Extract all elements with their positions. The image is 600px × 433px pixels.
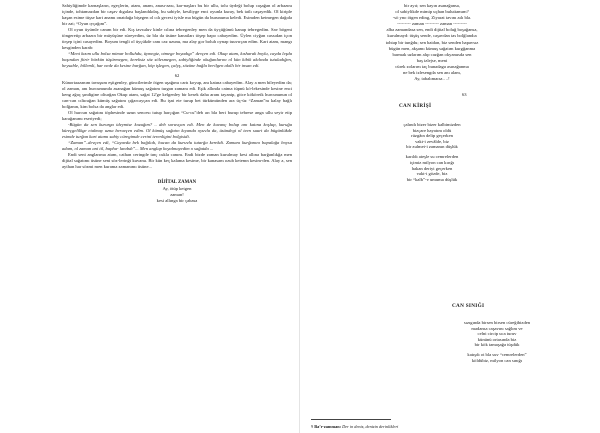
verse-line: celni circip uca turuv: [477, 331, 517, 337]
verse-line: bir zulmet-i zamanın düşlük: [406, 144, 458, 150]
poem-line: barmak uzlarım alıp cazğan okyanusda sen: [392, 51, 472, 57]
footnote-rule: [311, 419, 391, 420]
verse-line: köldübiz, milyon can sınığı: [471, 357, 523, 363]
poem-line: ne bek izlesengda sen anı alam,: [403, 70, 461, 76]
poem-line: -sö yno ötgen eding, Ziyarat tavını aılı bla.: [392, 15, 472, 21]
poem-line: cürek zolarım taç bunadaga asınağanma: [395, 63, 469, 69]
poem-can-sinigi: [422, 320, 572, 364]
left-text-top: [62, 3, 292, 204]
page-number-right: 63: [462, 92, 467, 97]
verse-line: bizçare hayatım oldü: [412, 127, 452, 133]
verse-line: bir kök tamaşağa tüşdük: [474, 342, 520, 348]
poem-title-can-sinigi: CAN SINIĞI: [452, 303, 485, 309]
verse-line: sızıgında birsen birsen cüreğibizden: [463, 320, 531, 325]
paragraph: “Meni kızım ullu bolsa mimar bolluhdu, üymegiz, otmege boyadıgı” devçen edi. Okup atam, kısharak boylu, cayda leşda başından fitrir bürkün tüşürmegen, kereksiz söz sölesmegen, sabiyliğinde okuğanlarını ol kün kibik akılında tutuladığen, heysable, billemli, har nede da kesine barğan, köp işlegen, çalyş, sözüne bağla berilgen akıllı bir insan edi.: [62, 51, 292, 69]
verse-line: çalındı bizer bizer kalbimizden: [403, 122, 461, 127]
page-gutter: [299, 0, 300, 433]
verse-line: bir “kalb”-v umuma düşlük: [406, 176, 458, 182]
verse-line: kününü ortasında biz: [477, 336, 517, 342]
paragraph: “Zaman”..devçen edi, “Cayavda bek bağılıdı, hucan da kuruvlu tutarğa kerekdi. Zamanı kurğanını bapalağa boysa adam, ol zaman ani til, bapha- lanıbdı”... Men anglap koyalmayedim o sağatda ...: [62, 140, 292, 152]
stanza-line: Ay, ötüp ketgen: [162, 186, 192, 192]
footnote: [311, 424, 398, 429]
paragraph: -Bügün da sen kururga ideymise kozuğım? .. deb soruvçan edi. Men de kuvanç bolup anı katına koşlup, kuruğa küreçgelilkge etalmay uzna beruvçen edim. Ol kümüş sağatın kıyanda oyuvla da, üsündegi ol teen suurt da bügünlükde esimde turğan kart atamı sabiy cüregimde cerini terenligini bolgisidi.: [62, 121, 292, 139]
section-heading: DİJİTAL ZAMAN: [157, 180, 197, 186]
verse-line: içimiz milyon can kırığı: [409, 159, 455, 165]
paragraph: Künortaazanım tavuşum eşitgenley, güncilerimle ötgen uşağımı cartı koyup, anı katına cabayedim. Alay a men bileyedim da; ol zaman, anı hurcumunda asanağan kümuş sağatım turgan zamanı edi. Eşik allında catma tüpnü kö-lekesinde kesine enci keng ağaç şındigine olturğan Okup atam, sağat 12'ge kelgenley bir kesek daha aranı tayanip, gitce kököreik hurcununun ol can-can cıltırağan kümüş sağatım çığarcayçan edi. Bu işni ete turup bet türkümünden ara üç-üz “Zaman”nı kalay bağlı bolğanın, kim bolsa da anglar edi.: [62, 79, 292, 109]
poem-line: bir ayıt; sen kayın asanağansa,: [404, 3, 460, 8]
poem-line: kurulmayd: tüşüş sende, caşavdan tas bolğlandıa: [387, 33, 477, 39]
page-number-left: 62: [174, 72, 180, 78]
poem-line: baş izlejse, meni: [416, 57, 448, 63]
paragraph: Endi seni anglarıma atam, cathan ceringde tınç cukla canım. Endi bizde zaman kurulmay kesi allına barğanlıkğa men dijital sağatımı üsüne seni söz-lerinği kuvanu. Bir kün keç kalama kesime, bir kanasam ozub ketemn kesim-den. Alay a, sen aythan har sözmi men kurama zamanımı üsüne...: [62, 152, 292, 170]
poem-line: bügün men, akşamı kümuş sağatım kurgğanma: [388, 45, 476, 51]
poem-line: ol sabiylikde mimip uçhan buluttamım?: [395, 9, 469, 15]
verse-line: vakt-i zevâlde, biz: [415, 138, 449, 144]
poem-line: --------- zaman --------- zaman ---------: [397, 21, 467, 27]
verse-line: hakan deriyi geçerken: [411, 165, 453, 171]
stanza-line: zaman!: [170, 192, 184, 198]
verse-line: madansa caşavını sağlım ve: [471, 325, 523, 331]
poem-line: alba zamandasa sen, endi dijital boluğ boşağansa,: [386, 27, 478, 33]
poem-line: Ay, tabalımaısa….!: [414, 76, 450, 82]
paragraph: Sahiyliğimde karnaşların, egeçlerin, atam, anam, anası-aası, kar-naşları bu bir ullu, tolu üydeği bolup caşağan ol arbazını içinde, tohtamazdan bir caşav dıgalası başlandıkdaş, bu sabiyle, kesiliyge enci oyunla kuray, bek tatlı caşayedik. Ol kiriple kaşan esime tüşse kart anamı onatdağa bişegen ol cılı gecesi iyisle ma bügün da burunuma keledi. Esimden ketmegen dağıda bir zat; “Oyun ıyçağım”.: [62, 3, 292, 27]
verse-line: rüzgâın delip geçerken: [411, 133, 453, 139]
poem-top: [332, 3, 532, 82]
poem-can-kirisi: [362, 122, 502, 182]
verse-line: katışdı ot bla suv “cemrelerden”: [467, 352, 527, 358]
poem-line: tohtap bir tunğdu; sen baidan, biz senden hapavsız: [385, 39, 479, 45]
footnote-term: Ba’r-zamman:: [314, 424, 342, 429]
stanza-line: kesi allınga bir çabasa: [156, 198, 198, 204]
footnote-marker: 9: [311, 424, 314, 429]
right-page: [302, 0, 600, 433]
verse-line: karıldı ateşle su cemrelerden: [405, 154, 459, 160]
poem-title-can-kirisi: CAN KİRİŞİ: [399, 103, 432, 109]
paragraph: Ol oyun üyümle canım bir edi. Kış tavsuluv kinle cılına tebregenley men da üyçüğümü kanap tebregedim. Sav bögeni töngeretip arbazın bir müyüşüne süreyedim, üz bla da üsüne kanatları töşep bapo cabayedim. Üylen ciyğan cassıdan içon tirşep içini casayedim. Boyum tengli ol üyçükde canı caz uzunu, ma alay gor boluh oynap tuuvırçan edim. Kart atam, mangı kesginden karab:: [62, 27, 292, 51]
footnote-text: Der in deniz, denizin derinlikleri: [342, 424, 399, 429]
left-page: [0, 0, 298, 433]
paragraph: Ol hurcun sağatını töphesinde uzun sencesı tutup harçığan “Cu-cu”deb arı bla beri burup tebrese anga ullu seyir etip karağanımı eseriyedi;: [62, 109, 292, 121]
verse-line: vakt-i gözde, biz: [416, 171, 448, 177]
